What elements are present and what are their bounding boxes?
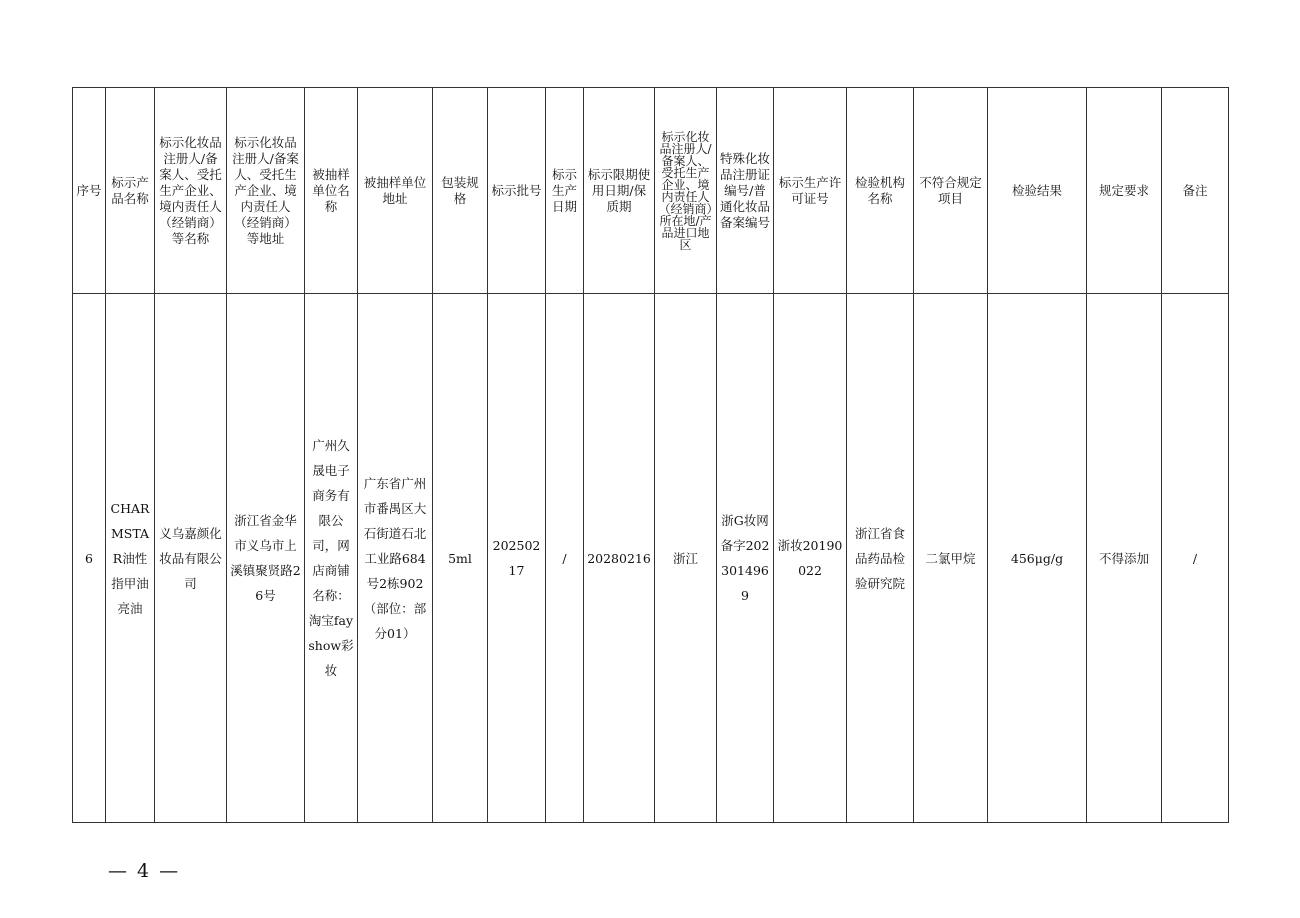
- table-cell: 6: [73, 294, 106, 823]
- header-cell-nonconforming-item: 不符合规定项目: [914, 88, 988, 294]
- header-cell-sampled-unit-name: 被抽样单位名称: [305, 88, 358, 294]
- table-cell: 456μg/g: [988, 294, 1087, 823]
- inspection-table: [72, 87, 1229, 823]
- table-cell: 浙妆20190022: [774, 294, 847, 823]
- header-cell-test-result: 检验结果: [988, 88, 1087, 294]
- table-cell: 二氯甲烷: [914, 294, 988, 823]
- table-cell: 广州久晟电子商务有限公司，网店商铺名称：淘宝fayshow彩妆: [305, 294, 358, 823]
- header-cell-expiry-date: 标示限期使用日期/保质期: [584, 88, 655, 294]
- header-cell-product-name: 标示产品名称: [106, 88, 155, 294]
- header-cell-batch-number: 标示批号: [488, 88, 546, 294]
- table-cell: 20280216: [584, 294, 655, 823]
- header-cell-package-spec: 包装规格: [433, 88, 488, 294]
- header-cell-registrant-address: 标示化妆品注册人/备案人、受托生产企业、境内责任人（经销商）等地址: [227, 88, 305, 294]
- table-cell: 20250217: [488, 294, 546, 823]
- header-cell-serial: 序号: [73, 88, 106, 294]
- header-cell-production-date: 标示生产日期: [546, 88, 584, 294]
- header-cell-license-number: 标示生产许可证号: [774, 88, 847, 294]
- table-cell: 浙江省食品药品检验研究院: [847, 294, 914, 823]
- table-cell: CHARMSTAR油性指甲油亮油: [106, 294, 155, 823]
- table-cell: 5ml: [433, 294, 488, 823]
- table-cell: 义乌嘉颜化妆品有限公司: [155, 294, 227, 823]
- table-cell: 广东省广州市番禺区大石街道石北工业路684号2栋902（部位：部分01）: [358, 294, 433, 823]
- header-cell-requirement: 规定要求: [1087, 88, 1162, 294]
- header-cell-origin-region: 标示化妆品注册人/备案人、受托生产企业、境内责任人（经销商）所在地/产品进口地区: [655, 88, 717, 294]
- table-header-row: [73, 88, 1229, 294]
- table-cell: 浙江省金华市义乌市上溪镇聚贤路26号: [227, 294, 305, 823]
- page-number: — 4 —: [108, 860, 181, 882]
- header-cell-remarks: 备注: [1162, 88, 1229, 294]
- table-row: [73, 294, 1229, 823]
- table-cell: 浙江: [655, 294, 717, 823]
- table-cell: /: [1162, 294, 1229, 823]
- table-cell: 不得添加: [1087, 294, 1162, 823]
- table-cell: 浙G妆网备字2023014969: [717, 294, 774, 823]
- table-cell: /: [546, 294, 584, 823]
- header-cell-registration-number: 特殊化妆品注册证编号/普通化妆品备案编号: [717, 88, 774, 294]
- header-cell-registrant-name: 标示化妆品注册人/备案人、受托生产企业、境内责任人（经销商）等名称: [155, 88, 227, 294]
- header-cell-testing-institution: 检验机构名称: [847, 88, 914, 294]
- header-cell-sampled-unit-address: 被抽样单位地址: [358, 88, 433, 294]
